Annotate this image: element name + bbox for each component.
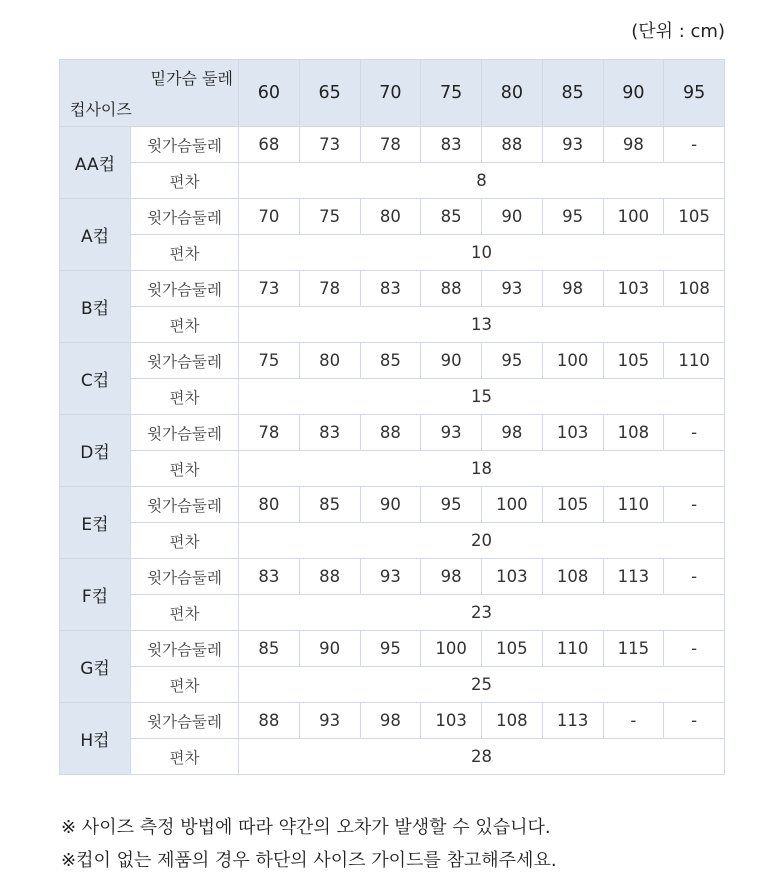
band-size-header: 75 — [421, 60, 482, 127]
upper-bust-cell: 115 — [603, 631, 664, 667]
deviation-label: 편차 — [131, 379, 239, 415]
deviation-label: 편차 — [131, 739, 239, 775]
upper-bust-cell: - — [603, 703, 664, 739]
deviation-cell: 8 — [239, 163, 725, 199]
table-row — [60, 631, 725, 667]
table-row — [60, 739, 725, 775]
upper-bust-cell: 100 — [421, 631, 482, 667]
upper-bust-cell: 93 — [421, 415, 482, 451]
upper-bust-cell: 73 — [239, 271, 300, 307]
deviation-label: 편차 — [131, 451, 239, 487]
deviation-cell: 25 — [239, 667, 725, 703]
upper-bust-cell: 113 — [542, 703, 603, 739]
size-table — [59, 59, 725, 775]
upper-bust-label: 윗가슴둘레 — [131, 127, 239, 163]
upper-bust-label: 윗가슴둘레 — [131, 703, 239, 739]
upper-bust-cell: 103 — [482, 559, 543, 595]
upper-bust-cell: 80 — [299, 343, 360, 379]
upper-bust-cell: 75 — [299, 199, 360, 235]
upper-bust-cell: 103 — [421, 703, 482, 739]
upper-bust-cell: 85 — [360, 343, 421, 379]
deviation-cell: 28 — [239, 739, 725, 775]
upper-bust-cell: 98 — [482, 415, 543, 451]
cup-size-cell: C컵 — [60, 343, 131, 415]
deviation-cell: 23 — [239, 595, 725, 631]
upper-bust-cell: 100 — [482, 487, 543, 523]
upper-bust-cell: - — [664, 703, 725, 739]
deviation-label: 편차 — [131, 163, 239, 199]
cup-size-heading: 컵사이즈 — [70, 100, 132, 119]
deviation-label: 편차 — [131, 595, 239, 631]
table-header-row — [60, 60, 725, 127]
upper-bust-cell: 85 — [239, 631, 300, 667]
upper-bust-cell: 105 — [482, 631, 543, 667]
band-size-heading: 밑가슴 둘레 — [150, 69, 233, 88]
deviation-cell: 13 — [239, 307, 725, 343]
cup-size-cell: E컵 — [60, 487, 131, 559]
corner-header-cell — [60, 60, 239, 127]
notes — [61, 811, 557, 877]
upper-bust-cell: 108 — [542, 559, 603, 595]
upper-bust-cell: 93 — [299, 703, 360, 739]
deviation-label: 편차 — [131, 667, 239, 703]
upper-bust-cell: 105 — [603, 343, 664, 379]
upper-bust-cell: 98 — [603, 127, 664, 163]
upper-bust-cell: 88 — [360, 415, 421, 451]
upper-bust-cell: 90 — [360, 487, 421, 523]
deviation-label: 편차 — [131, 235, 239, 271]
upper-bust-label: 윗가슴둘레 — [131, 271, 239, 307]
upper-bust-cell: 108 — [482, 703, 543, 739]
upper-bust-cell: 70 — [239, 199, 300, 235]
upper-bust-cell: 73 — [299, 127, 360, 163]
upper-bust-cell: 75 — [239, 343, 300, 379]
upper-bust-cell: 90 — [482, 199, 543, 235]
upper-bust-cell: - — [664, 127, 725, 163]
upper-bust-cell: 85 — [299, 487, 360, 523]
upper-bust-cell: 105 — [542, 487, 603, 523]
upper-bust-cell: 90 — [421, 343, 482, 379]
cup-size-cell: H컵 — [60, 703, 131, 775]
table-row — [60, 127, 725, 163]
upper-bust-cell: 83 — [239, 559, 300, 595]
table-row — [60, 379, 725, 415]
upper-bust-label: 윗가슴둘레 — [131, 559, 239, 595]
upper-bust-cell: 98 — [360, 703, 421, 739]
upper-bust-cell: - — [664, 559, 725, 595]
table-row — [60, 415, 725, 451]
upper-bust-cell: 68 — [239, 127, 300, 163]
cup-size-cell: G컵 — [60, 631, 131, 703]
cup-size-cell: F컵 — [60, 559, 131, 631]
cup-size-cell: D컵 — [60, 415, 131, 487]
upper-bust-cell: 93 — [542, 127, 603, 163]
upper-bust-cell: 90 — [299, 631, 360, 667]
upper-bust-cell: 83 — [299, 415, 360, 451]
deviation-cell: 10 — [239, 235, 725, 271]
upper-bust-cell: 95 — [421, 487, 482, 523]
upper-bust-cell: 88 — [299, 559, 360, 595]
table-row — [60, 199, 725, 235]
note-line: ※ 사이즈 측정 방법에 따라 약간의 오차가 발생할 수 있습니다. — [61, 817, 551, 838]
band-size-header: 60 — [239, 60, 300, 127]
table-row — [60, 559, 725, 595]
upper-bust-cell: - — [664, 631, 725, 667]
band-size-header: 95 — [664, 60, 725, 127]
deviation-cell: 18 — [239, 451, 725, 487]
table-row — [60, 307, 725, 343]
table-row — [60, 667, 725, 703]
table-row — [60, 343, 725, 379]
size-table-body — [60, 127, 725, 775]
upper-bust-cell: - — [664, 415, 725, 451]
deviation-cell: 15 — [239, 379, 725, 415]
upper-bust-label: 윗가슴둘레 — [131, 487, 239, 523]
upper-bust-cell: 88 — [239, 703, 300, 739]
upper-bust-cell: 110 — [664, 343, 725, 379]
band-size-header: 85 — [542, 60, 603, 127]
upper-bust-cell: - — [664, 487, 725, 523]
deviation-label: 편차 — [131, 523, 239, 559]
upper-bust-cell: 93 — [482, 271, 543, 307]
table-row — [60, 163, 725, 199]
table-row — [60, 523, 725, 559]
upper-bust-cell: 103 — [603, 271, 664, 307]
upper-bust-label: 윗가슴둘레 — [131, 199, 239, 235]
band-size-header: 80 — [482, 60, 543, 127]
cup-size-cell: A컵 — [60, 199, 131, 271]
deviation-label: 편차 — [131, 307, 239, 343]
band-size-header: 70 — [360, 60, 421, 127]
upper-bust-cell: 88 — [421, 271, 482, 307]
upper-bust-cell: 83 — [360, 271, 421, 307]
upper-bust-cell: 110 — [542, 631, 603, 667]
deviation-cell: 20 — [239, 523, 725, 559]
upper-bust-cell: 108 — [603, 415, 664, 451]
upper-bust-cell: 100 — [603, 199, 664, 235]
upper-bust-label: 윗가슴둘레 — [131, 343, 239, 379]
upper-bust-cell: 88 — [482, 127, 543, 163]
upper-bust-cell: 98 — [421, 559, 482, 595]
upper-bust-cell: 93 — [360, 559, 421, 595]
upper-bust-cell: 108 — [664, 271, 725, 307]
upper-bust-cell: 85 — [421, 199, 482, 235]
band-size-header: 65 — [299, 60, 360, 127]
upper-bust-cell: 95 — [360, 631, 421, 667]
upper-bust-cell: 80 — [360, 199, 421, 235]
upper-bust-cell: 78 — [239, 415, 300, 451]
upper-bust-cell: 78 — [360, 127, 421, 163]
upper-bust-cell: 100 — [542, 343, 603, 379]
table-row — [60, 595, 725, 631]
upper-bust-cell: 110 — [603, 487, 664, 523]
upper-bust-cell: 113 — [603, 559, 664, 595]
cup-size-cell: AA컵 — [60, 127, 131, 199]
upper-bust-cell: 80 — [239, 487, 300, 523]
unit-label: (단위 : cm) — [631, 21, 725, 42]
upper-bust-cell: 103 — [542, 415, 603, 451]
table-row — [60, 451, 725, 487]
upper-bust-label: 윗가슴둘레 — [131, 631, 239, 667]
upper-bust-cell: 78 — [299, 271, 360, 307]
cup-size-cell: B컵 — [60, 271, 131, 343]
table-row — [60, 271, 725, 307]
upper-bust-cell: 105 — [664, 199, 725, 235]
table-row — [60, 703, 725, 739]
table-row — [60, 487, 725, 523]
upper-bust-cell: 98 — [542, 271, 603, 307]
upper-bust-cell: 83 — [421, 127, 482, 163]
band-size-header: 90 — [603, 60, 664, 127]
upper-bust-cell: 95 — [482, 343, 543, 379]
table-row — [60, 235, 725, 271]
note-line: ※컵이 없는 제품의 경우 하단의 사이즈 가이드를 참고해주세요. — [61, 850, 557, 871]
upper-bust-cell: 95 — [542, 199, 603, 235]
upper-bust-label: 윗가슴둘레 — [131, 415, 239, 451]
